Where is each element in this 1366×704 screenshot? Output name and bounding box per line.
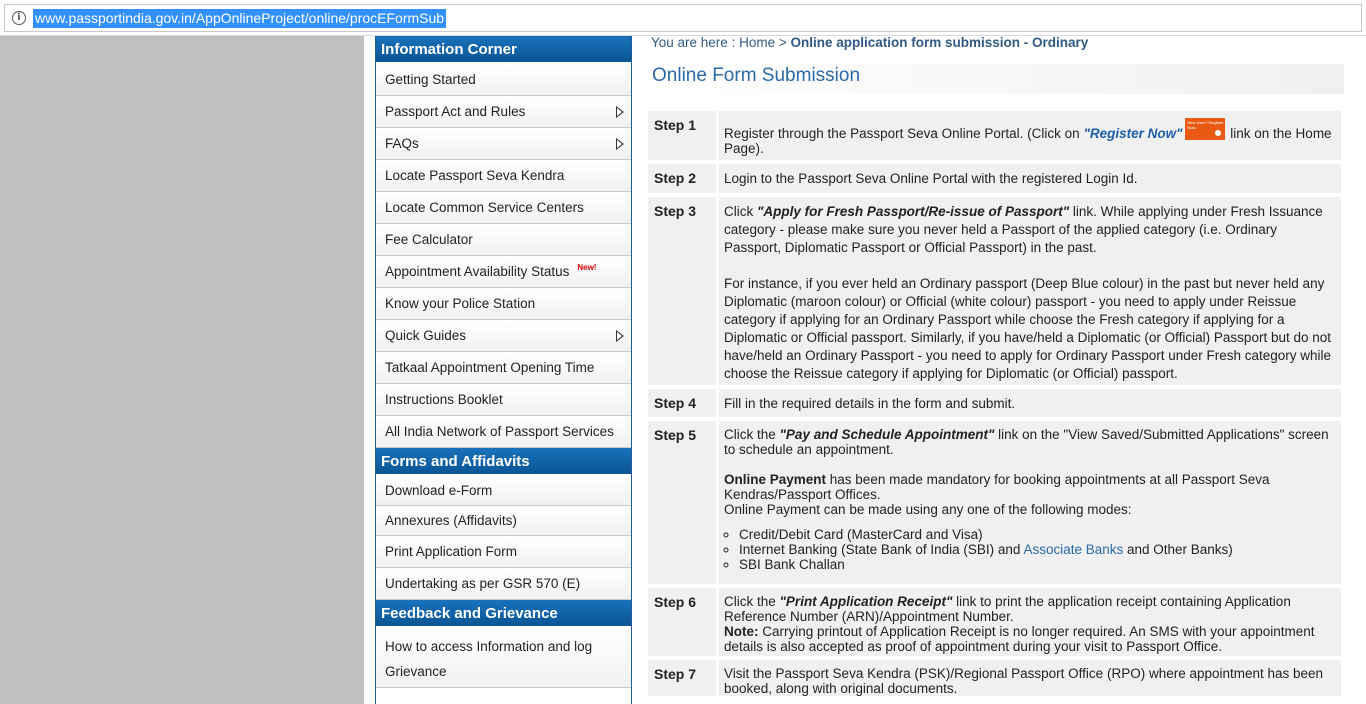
step-paragraph <box>724 472 1336 502</box>
breadcrumb <box>651 36 1088 50</box>
step-text-pre: Register through the Passport Seva Online Portal. (Click on <box>724 126 1084 141</box>
breadcrumb-separator: > <box>775 35 791 50</box>
list-item: ◦ SBI Bank Challan <box>739 557 1336 572</box>
online-payment-label: Online Payment <box>724 472 827 487</box>
register-button-text: New User? Register Now <box>1187 120 1224 130</box>
info-icon[interactable]: i <box>12 11 26 25</box>
browser-address-bar <box>0 0 1366 36</box>
step-text-post: link on the "View Saved/Submitted Applications" screen to schedule an appointment. <box>724 427 1329 457</box>
step-text-pre: Click <box>724 204 757 219</box>
table-row <box>648 389 1341 417</box>
apply-fresh-link-text[interactable]: "Apply for Fresh Passport/Re-issue of Passport" <box>757 204 1070 219</box>
step-text: Visit the Passport Seva Kendra (PSK)/Regional Passport Office (RPO) where appointment has been booked, along with original documents. <box>719 660 1341 696</box>
register-now-button[interactable] <box>1185 118 1225 140</box>
section-header-information-corner: Information Corner <box>376 36 631 64</box>
sidebar-item-locate-csc[interactable] <box>376 192 631 224</box>
url-text[interactable]: www.passportindia.gov.in/AppOnlineProject/online/procEFormSub <box>35 10 445 26</box>
sidebar-item-passport-act[interactable] <box>376 96 631 128</box>
user-icon <box>1215 130 1221 136</box>
section-header-forms: Forms and Affidavits <box>376 448 631 476</box>
url-field[interactable] <box>4 4 1362 32</box>
sidebar-item-all-india-network[interactable] <box>376 416 631 448</box>
sidebar-item-label: Know your Police Station <box>385 296 536 311</box>
sidebar-item-label: Getting Started <box>385 72 476 87</box>
chevron-right-icon <box>616 330 624 342</box>
table-row <box>648 111 1341 160</box>
step-label: Step 4 <box>648 389 716 417</box>
payment-modes-intro: Online Payment can be made using any one of the following modes: <box>724 502 1132 517</box>
note-label: Note: <box>724 624 759 639</box>
sidebar-item-quick-guides[interactable] <box>376 320 631 352</box>
sidebar-item-label: Annexures (Affidavits) <box>385 513 517 528</box>
step-note <box>724 624 1336 654</box>
sidebar-item-label: Fee Calculator <box>385 232 473 247</box>
sidebar-item-fee-calculator[interactable] <box>376 224 631 256</box>
step-text <box>719 588 1341 656</box>
list-item <box>739 542 1336 557</box>
page-title: Online Form Submission <box>652 65 861 86</box>
step-text: Fill in the required details in the form and submit. <box>719 389 1341 417</box>
associate-banks-link[interactable]: Associate Banks <box>1023 542 1124 557</box>
step-text <box>719 197 1341 385</box>
step-paragraph <box>724 594 1336 624</box>
mode-text-pre: Internet Banking (State Bank of India (SBI) and <box>739 542 1024 557</box>
sidebar-item-label: Locate Passport Seva Kendra <box>385 168 565 183</box>
table-row <box>648 197 1341 385</box>
step-text-post: link to print the application receipt containing Application Reference Number (ARN)/Appointment Number. <box>724 594 1291 624</box>
sidebar-item-appointment-availability[interactable] <box>376 256 631 288</box>
section-header-feedback: Feedback and Grievance <box>376 600 631 628</box>
step-text-pre: Click the <box>724 594 780 609</box>
register-now-link[interactable]: "Register Now" <box>1083 126 1183 141</box>
steps-table <box>648 111 1341 700</box>
step-label: Step 5 <box>648 421 716 584</box>
step-paragraph <box>724 203 1336 257</box>
breadcrumb-home-link[interactable]: Home <box>739 35 776 50</box>
sidebar <box>375 36 632 704</box>
step-text <box>719 111 1341 160</box>
step-paragraph <box>724 427 1336 457</box>
sidebar-item-label: Undertaking as per GSR 570 (E) <box>385 576 581 591</box>
sidebar-item-label: Passport Act and Rules <box>385 104 526 119</box>
table-row <box>648 588 1341 656</box>
main-content <box>632 36 1366 704</box>
step-label: Step 2 <box>648 164 716 193</box>
list-item: ◦ Credit/Debit Card (MasterCard and Visa) <box>739 527 1336 542</box>
chevron-right-icon <box>616 138 624 150</box>
step-label: Step 6 <box>648 588 716 656</box>
note-text: Carrying printout of Application Receipt is no longer required. An SMS with your appointment details is also accepted as proof of appointment during your visit to Passport Office. <box>724 624 1315 654</box>
sidebar-item-label: Tatkaal Appointment Opening Time <box>385 360 595 375</box>
sidebar-item-label: Appointment Availability Status <box>385 264 570 279</box>
step-label: Step 1 <box>648 111 716 160</box>
step-text-pre: Click the <box>724 427 780 442</box>
online-payment-text: has been made mandatory for booking appointments at all Passport Seva Kendras/Passport Offices. <box>724 472 1270 502</box>
step-text: Login to the Passport Seva Online Portal with the registered Login Id. <box>719 164 1341 193</box>
sidebar-item-access-grievance[interactable] <box>376 628 631 688</box>
breadcrumb-current: Online application form submission - Ordinary <box>790 35 1089 50</box>
sidebar-item-label: FAQs <box>385 136 419 151</box>
table-row <box>648 421 1341 584</box>
mode-text-post: and Other Banks) <box>1123 542 1233 557</box>
sidebar-item-label: Download e-Form <box>385 483 493 498</box>
sidebar-item-label: Locate Common Service Centers <box>385 200 584 215</box>
print-receipt-link-text[interactable]: "Print Application Receipt" <box>779 594 953 609</box>
sidebar-item-police-station[interactable] <box>376 288 631 320</box>
sidebar-item-label: Print Application Form <box>385 544 518 559</box>
sidebar-item-locate-psk[interactable] <box>376 160 631 192</box>
left-margin <box>0 36 364 704</box>
new-badge: New! <box>577 263 597 272</box>
step-paragraph: For instance, if you ever held an Ordinary passport (Deep Blue colour) in the past but never held any Diplomatic (maroon colour) or Official (white colour) passport - you need to apply under Reissue category if applying for an Ordinary Passport while choose the Fresh category if applying for a Diplomatic or Official passport. Similarly, if you have/held a Diplomatic (or Official) Passport but do not have/held an Ordinary Passport - you need to apply for Ordinary Passport under Fresh category while choose the Reissue category if applying for Diplomatic (or Official) passport. <box>724 276 1332 381</box>
sidebar-item-faqs[interactable] <box>376 128 631 160</box>
step-text-post: link. While applying under Fresh Issuance category - please make sure you never held a Passport of the applied category (i.e. Ordinary Passport, Diplomatic Passport or Official Passport) in the past. <box>724 204 1323 255</box>
sidebar-item-undertaking[interactable] <box>376 568 631 600</box>
sidebar-item-instructions-booklet[interactable] <box>376 384 631 416</box>
sidebar-item-label: Quick Guides <box>385 328 467 343</box>
step-text <box>719 421 1341 584</box>
title-bar <box>646 64 1344 94</box>
step-label: Step 3 <box>648 197 716 385</box>
sidebar-item-getting-started[interactable] <box>376 64 631 96</box>
sidebar-item-label: How to access Information and log Grievance <box>385 639 593 679</box>
table-row <box>648 164 1341 193</box>
step-text-post: link on the Home Page). <box>724 126 1332 156</box>
sidebar-item-print-application[interactable] <box>376 536 631 568</box>
sidebar-item-label: Instructions Booklet <box>385 392 503 407</box>
sidebar-item-tatkaal[interactable] <box>376 352 631 384</box>
step-label: Step 7 <box>648 660 716 696</box>
sidebar-item-label: All India Network of Passport Services <box>385 424 614 439</box>
sidebar-item-download-eform[interactable] <box>376 476 631 506</box>
sidebar-item-annexures[interactable] <box>376 506 631 536</box>
pay-schedule-link-text[interactable]: "Pay and Schedule Appointment" <box>779 427 995 442</box>
chevron-right-icon <box>616 106 624 118</box>
table-row <box>648 660 1341 696</box>
payment-modes-list <box>739 527 1336 572</box>
breadcrumb-prefix: You are here : <box>651 35 740 50</box>
